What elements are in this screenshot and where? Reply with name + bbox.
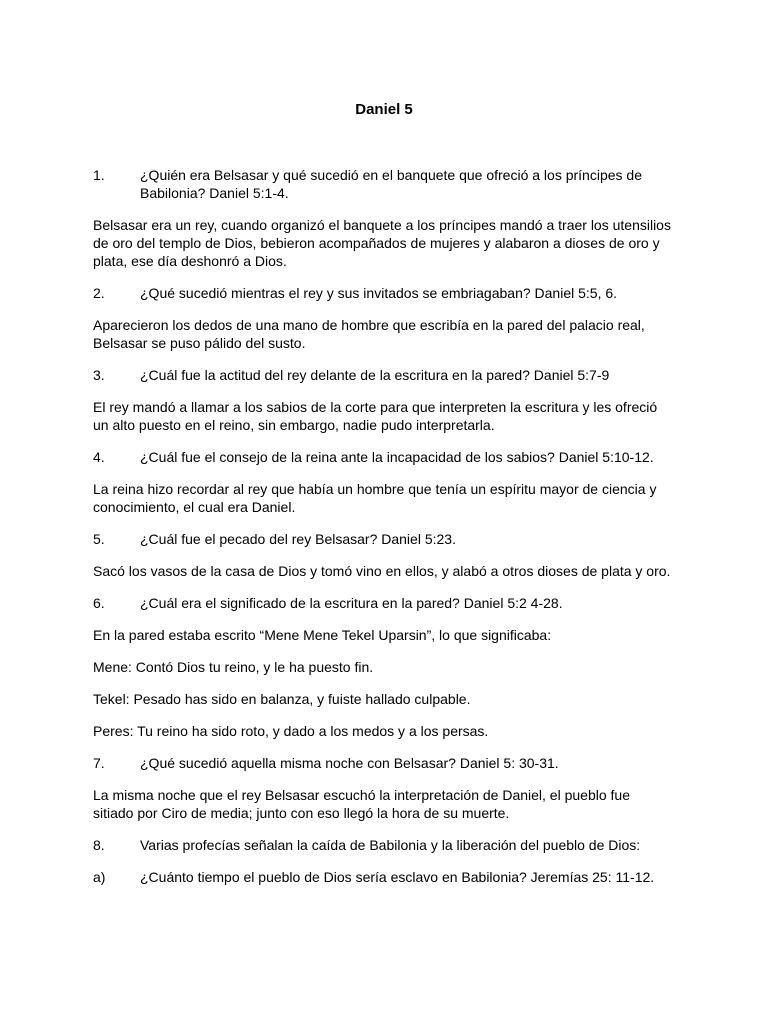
question-text: ¿Cuál fue el consejo de la reina ante la incapacidad de los sabios? Daniel 5:10-12.	[140, 449, 654, 465]
question-number: 5.	[93, 531, 105, 547]
question-text: Varias profecías señalan la caída de Babilonia y la liberación del pueblo de Dios:	[140, 837, 641, 853]
question-text: ¿Cuál fue la actitud del rey delante de la escritura en la pared? Daniel 5:7-9	[140, 367, 610, 383]
answer-paragraph: Aparecieron los dedos de una mano de hombre que escribía en la pared del palacio real, Belsasar se puso pálido del susto.	[93, 317, 645, 351]
question-item	[93, 366, 673, 384]
question-item	[93, 284, 673, 302]
question-item	[93, 754, 673, 772]
question-text: ¿Qué sucedió aquella misma noche con Belsasar? Daniel 5: 30-31.	[140, 755, 559, 771]
question-item	[93, 594, 673, 612]
answer-paragraph: Tekel: Pesado has sido en balanza, y fuiste hallado culpable.	[93, 691, 471, 707]
question-number: 1.	[93, 167, 105, 183]
question-number: 3.	[93, 367, 105, 383]
answer-paragraph: Mene: Contó Dios tu reino, y le ha puesto fin.	[93, 659, 374, 675]
question-number: 7.	[93, 755, 105, 771]
document-body	[93, 166, 673, 886]
answer-paragraph: Peres: Tu reino ha sido roto, y dado a los medos y a los persas.	[93, 723, 489, 739]
answer-paragraph: Sacó los vasos de la casa de Dios y tomó vino en ellos, y alabó a otros dioses de plata y oro.	[93, 563, 671, 579]
question-number: 6.	[93, 595, 105, 611]
question-item	[93, 448, 673, 466]
answer-paragraph: La reina hizo recordar al rey que había un hombre que tenía un espíritu mayor de ciencia y conocimiento, el cual era Daniel.	[93, 481, 657, 515]
question-item	[93, 868, 673, 886]
answer-paragraph: El rey mandó a llamar a los sabios de la corte para que interpreten la escritura y les ofreció un alto puesto en el reino, sin embargo, nadie pudo interpretarla.	[93, 399, 658, 433]
question-text: ¿Cuánto tiempo el pueblo de Dios sería esclavo en Babilonia? Jeremías 25: 11-12.	[140, 869, 655, 885]
question-item	[93, 836, 673, 854]
answer-paragraph: En la pared estaba escrito “Mene Mene Tekel Uparsin”, lo que significaba:	[93, 627, 552, 643]
document-title: Daniel 5	[355, 101, 413, 118]
question-number: 4.	[93, 449, 105, 465]
answer-paragraph: Belsasar era un rey, cuando organizó el banquete a los príncipes mandó a traer los utensilios de oro del templo de Dios, bebieron acompañados de mujeres y alabaron a dioses de oro y plata, ese día deshonró a Dios.	[93, 217, 671, 269]
question-item	[93, 530, 673, 548]
question-item	[93, 166, 673, 202]
answer-paragraph: La misma noche que el rey Belsasar escuchó la interpretación de Daniel, el pueblo fue sitiado por Ciro de media; junto con eso llegó la hora de su muerte.	[93, 787, 630, 821]
question-text: ¿Cuál era el significado de la escritura en la pared? Daniel 5:2 4-28.	[140, 595, 563, 611]
question-text: ¿Quién era Belsasar y qué sucedió en el banquete que ofreció a los príncipes de Babilonia? Daniel 5:1-4.	[140, 167, 642, 201]
question-text: ¿Cuál fue el pecado del rey Belsasar? Daniel 5:23.	[140, 531, 456, 547]
question-text: ¿Qué sucedió mientras el rey y sus invitados se embriagaban? Daniel 5:5, 6.	[140, 285, 618, 301]
question-number: 2.	[93, 285, 105, 301]
question-number: a)	[93, 869, 106, 885]
question-number: 8.	[93, 837, 105, 853]
